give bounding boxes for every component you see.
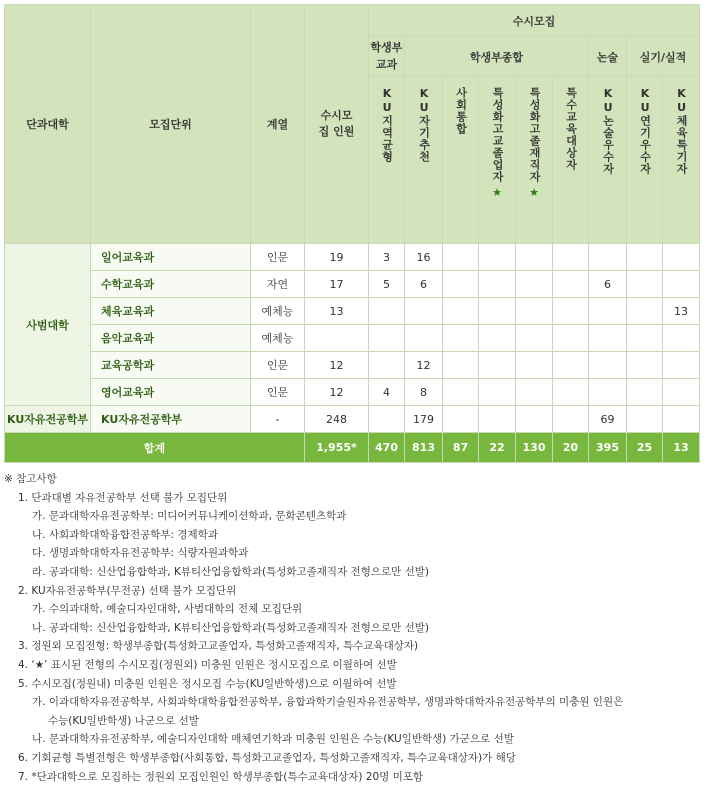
value-cell	[479, 325, 516, 352]
value-cell	[479, 379, 516, 406]
track-cell: 자연	[251, 271, 305, 298]
star-icon: ★	[492, 186, 502, 199]
value-cell	[369, 325, 405, 352]
value-cell	[589, 379, 627, 406]
table-row	[5, 379, 700, 406]
header-college: 단과대학	[5, 5, 91, 244]
header-col4: 특성화고교졸업자 ★	[479, 77, 516, 244]
note-subitem: 라. 공과대학: 신산업융합학과, K뷰티산업융합학과(특성화고졸재직자 전형으로만 선발)	[32, 565, 429, 578]
note-subitem: 가. 문과대학자유전공학부: 미디어커뮤니케이션학과, 문화콘텐츠학과	[32, 510, 347, 523]
totals-value: 13	[663, 433, 700, 463]
value-cell	[443, 298, 479, 325]
value-cell	[553, 325, 589, 352]
totals-value: 20	[553, 433, 589, 463]
totals-value: 470	[369, 433, 405, 463]
notes-title: ※ 참고사항	[4, 473, 57, 485]
totals-value: 130	[516, 433, 553, 463]
header-unit: 모집단위	[91, 5, 251, 244]
track-cell: 인문	[251, 244, 305, 271]
value-cell	[663, 325, 700, 352]
value-cell	[589, 352, 627, 379]
table-row	[5, 271, 700, 298]
totals-value: 25	[627, 433, 663, 463]
value-cell: 4	[369, 379, 405, 406]
value-cell: 6	[589, 271, 627, 298]
college-cell: 사범대학	[5, 244, 91, 406]
note-subitem: 가. 수의과대학, 예술디자인대학, 사범대학의 전체 모집단위	[32, 603, 303, 616]
note-item: 5. 수시모집(정원내) 미충원 인원은 정시모집 수능(KU일반학생)으로 이월하여 선발	[18, 677, 397, 690]
admission-table	[4, 4, 700, 463]
total-cell: 17	[305, 271, 369, 298]
header-col6: 특수교육대상자	[553, 77, 589, 244]
college-cell: KU자유전공학부	[5, 406, 91, 433]
unit-cell: 교육공학과	[91, 352, 251, 379]
table-row	[5, 352, 700, 379]
value-cell: 69	[589, 406, 627, 433]
totals-label: 합계	[5, 433, 305, 463]
value-cell	[627, 244, 663, 271]
total-cell: 13	[305, 298, 369, 325]
header-col7: KU논술우수자	[589, 77, 627, 244]
value-cell	[443, 244, 479, 271]
total-cell: 12	[305, 352, 369, 379]
note-subitem: 나. 사회과학대학융합전공학부: 경제학과	[32, 528, 218, 541]
totals-value: 87	[443, 433, 479, 463]
note-item: 3. 정원외 모집전형: 학생부종합(특성화고교졸업자, 특성화고졸재직자, 특수교육대상자)	[18, 640, 419, 653]
header-col3: 사회통합	[443, 77, 479, 244]
total-cell: 12	[305, 379, 369, 406]
value-cell	[479, 298, 516, 325]
totals-total: 1,955*	[305, 433, 369, 463]
value-cell	[663, 379, 700, 406]
value-cell	[663, 406, 700, 433]
value-cell	[443, 379, 479, 406]
value-cell	[516, 325, 553, 352]
table-row	[5, 244, 700, 271]
value-cell: 179	[405, 406, 443, 433]
value-cell	[369, 406, 405, 433]
header-gyogwa: 학생부 교과	[369, 37, 405, 77]
value-cell	[516, 352, 553, 379]
track-cell: 인문	[251, 379, 305, 406]
value-cell	[553, 298, 589, 325]
unit-cell: 체육교육과	[91, 298, 251, 325]
track-cell: 예체능	[251, 298, 305, 325]
track-cell: -	[251, 406, 305, 433]
value-cell	[405, 325, 443, 352]
value-cell: 13	[663, 298, 700, 325]
note-subitem: 다. 생명과학대학자유전공학부: 식량자원과학과	[32, 547, 249, 560]
note-subitem: 가. 이과대학자유전공학부, 사회과학대학융합전공학부, 융합과학기술원자유전공학부, 생명과학대학자유전공학부의 미충원 인원은	[32, 696, 624, 709]
header-jonghap: 학생부종합	[405, 37, 589, 77]
value-cell	[516, 298, 553, 325]
value-cell	[516, 244, 553, 271]
totals-value: 813	[405, 433, 443, 463]
value-cell	[479, 352, 516, 379]
value-cell	[627, 379, 663, 406]
header-col1: KU지역균형	[369, 77, 405, 244]
totals-value: 22	[479, 433, 516, 463]
track-cell: 예체능	[251, 325, 305, 352]
star-icon: ★	[529, 186, 539, 199]
value-cell: 16	[405, 244, 443, 271]
value-cell: 8	[405, 379, 443, 406]
value-cell	[589, 298, 627, 325]
value-cell: 5	[369, 271, 405, 298]
unit-cell: KU자유전공학부	[91, 406, 251, 433]
value-cell	[479, 244, 516, 271]
total-cell: 248	[305, 406, 369, 433]
value-cell	[443, 406, 479, 433]
header-track: 계열	[251, 5, 305, 244]
value-cell	[627, 271, 663, 298]
note-item: 7. *단과대학으로 모집하는 정원외 모집인원인 학생부종합(특수교육대상자) 20명 미포함	[18, 770, 424, 783]
table-row	[5, 406, 700, 433]
value-cell	[553, 244, 589, 271]
header-silgi: 실기/실적	[627, 37, 700, 77]
header-col2: KU자기추천	[405, 77, 443, 244]
value-cell	[627, 325, 663, 352]
value-cell	[663, 352, 700, 379]
header-col5: 특성화고졸재직자 ★	[516, 77, 553, 244]
value-cell	[553, 271, 589, 298]
value-cell	[589, 325, 627, 352]
header-susi-quota: 수시모집 인원	[305, 5, 369, 244]
header-col9: KU체육특기자	[663, 77, 700, 244]
value-cell: 6	[405, 271, 443, 298]
value-cell	[443, 271, 479, 298]
value-cell	[663, 244, 700, 271]
totals-row	[5, 433, 700, 463]
value-cell	[627, 298, 663, 325]
notes-section	[4, 470, 709, 786]
note-item: 4. ‘★’ 표시된 전형의 수시모집(정원외) 미충원 인원은 정시모집으로 이월하여 선발	[18, 658, 397, 671]
table-row	[5, 325, 700, 352]
note-item: 2. KU자유전공학부(무전공) 선택 불가 모집단위	[18, 584, 237, 597]
track-cell: 인문	[251, 352, 305, 379]
value-cell	[443, 325, 479, 352]
total-cell: 19	[305, 244, 369, 271]
value-cell	[479, 271, 516, 298]
unit-cell: 일어교육과	[91, 244, 251, 271]
value-cell	[553, 379, 589, 406]
value-cell	[589, 244, 627, 271]
note-subitem-continued: 수능(KU일반학생) 나군으로 선발	[48, 714, 199, 727]
header-col8: KU연기우수자	[627, 77, 663, 244]
value-cell	[369, 298, 405, 325]
header-susi: 수시모집	[369, 5, 700, 37]
value-cell	[516, 379, 553, 406]
note-subitem: 나. 공과대학: 신산업융합학과, K뷰티산업융합학과(특성화고졸재직자 전형으로만 선발)	[32, 621, 429, 634]
value-cell	[553, 406, 589, 433]
value-cell	[627, 406, 663, 433]
value-cell	[553, 352, 589, 379]
unit-cell: 음악교육과	[91, 325, 251, 352]
value-cell	[516, 406, 553, 433]
value-cell	[627, 352, 663, 379]
table-row	[5, 298, 700, 325]
unit-cell: 수학교육과	[91, 271, 251, 298]
value-cell	[663, 271, 700, 298]
value-cell: 3	[369, 244, 405, 271]
value-cell	[405, 298, 443, 325]
header-nonsul: 논술	[589, 37, 627, 77]
total-cell	[305, 325, 369, 352]
note-item: 1. 단과대별 자유전공학부 선택 불가 모집단위	[18, 491, 228, 504]
value-cell	[369, 352, 405, 379]
note-item: 6. 기회균형 특별전형은 학생부종합(사회통합, 특성화고교졸업자, 특성화고졸재직자, 특수교육대상자)가 해당	[18, 751, 516, 764]
value-cell: 12	[405, 352, 443, 379]
value-cell	[479, 406, 516, 433]
value-cell	[516, 271, 553, 298]
value-cell	[443, 352, 479, 379]
totals-value: 395	[589, 433, 627, 463]
note-subitem: 나. 문과대학자유전공학부, 예술디자인대학 매체연기학과 미충원 인원은 수능(KU일반학생) 가군으로 선발	[32, 733, 514, 746]
unit-cell: 영어교육과	[91, 379, 251, 406]
